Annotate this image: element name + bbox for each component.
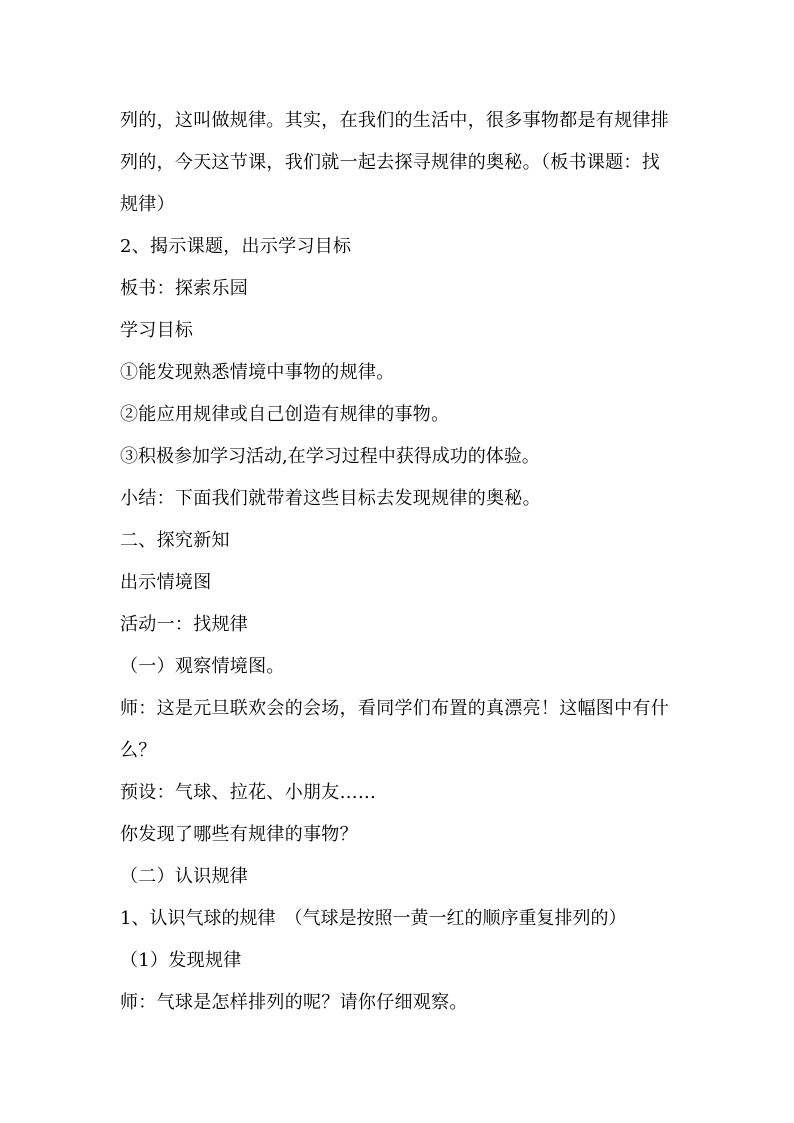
paragraph-line: 小结：下面我们就带着这些目标去发现规律的奥秘。 [120,488,541,509]
paragraph-line: 列的，今天这节课，我们就一起去探寻规律的奥秘。（板书课题：找 [120,152,660,173]
paragraph-line: （一）观察情境图。 [120,656,285,677]
paragraph-line: 1、认识气球的规律 （气球是按照一黄一红的顺序重复排列的） [120,908,627,929]
list-item: ③积极参加学习活动,在学习过程中获得成功的体验。 [120,446,540,467]
document-body [120,100,680,1024]
paragraph-line: 师：这是元旦联欢会的会场，看同学们布置的真漂亮！这幅图中有什 [120,698,669,719]
paragraph-line: 规律） [120,194,175,215]
paragraph-line: （二）认识规律 [120,866,249,887]
paragraph-line: 么？ [120,740,157,761]
section-heading: 二、探究新知 [120,530,230,551]
list-item: ①能发现熟悉情境中事物的规律。 [120,362,395,383]
paragraph-line: 师：气球是怎样排列的呢？请你仔细观察。 [120,992,468,1013]
paragraph-line: （1）发现规律 [120,950,242,971]
section-heading: 2、揭示课题，出示学习目标 [120,236,352,257]
paragraph-line: 预设：气球、拉花、小朋友…… [120,782,377,803]
paragraph-line: 你发现了哪些有规律的事物？ [120,824,358,845]
paragraph-line: 列的，这叫做规律。其实，在我们的生活中，很多事物都是有规律排 [120,110,669,131]
paragraph-line: 出示情境图 [120,572,212,593]
list-item: ②能应用规律或自己创造有规律的事物。 [120,404,450,425]
paragraph-line: 学习目标 [120,320,194,341]
paragraph-line: 板书：探索乐园 [120,278,249,299]
paragraph-line: 活动一：找规律 [120,614,249,635]
